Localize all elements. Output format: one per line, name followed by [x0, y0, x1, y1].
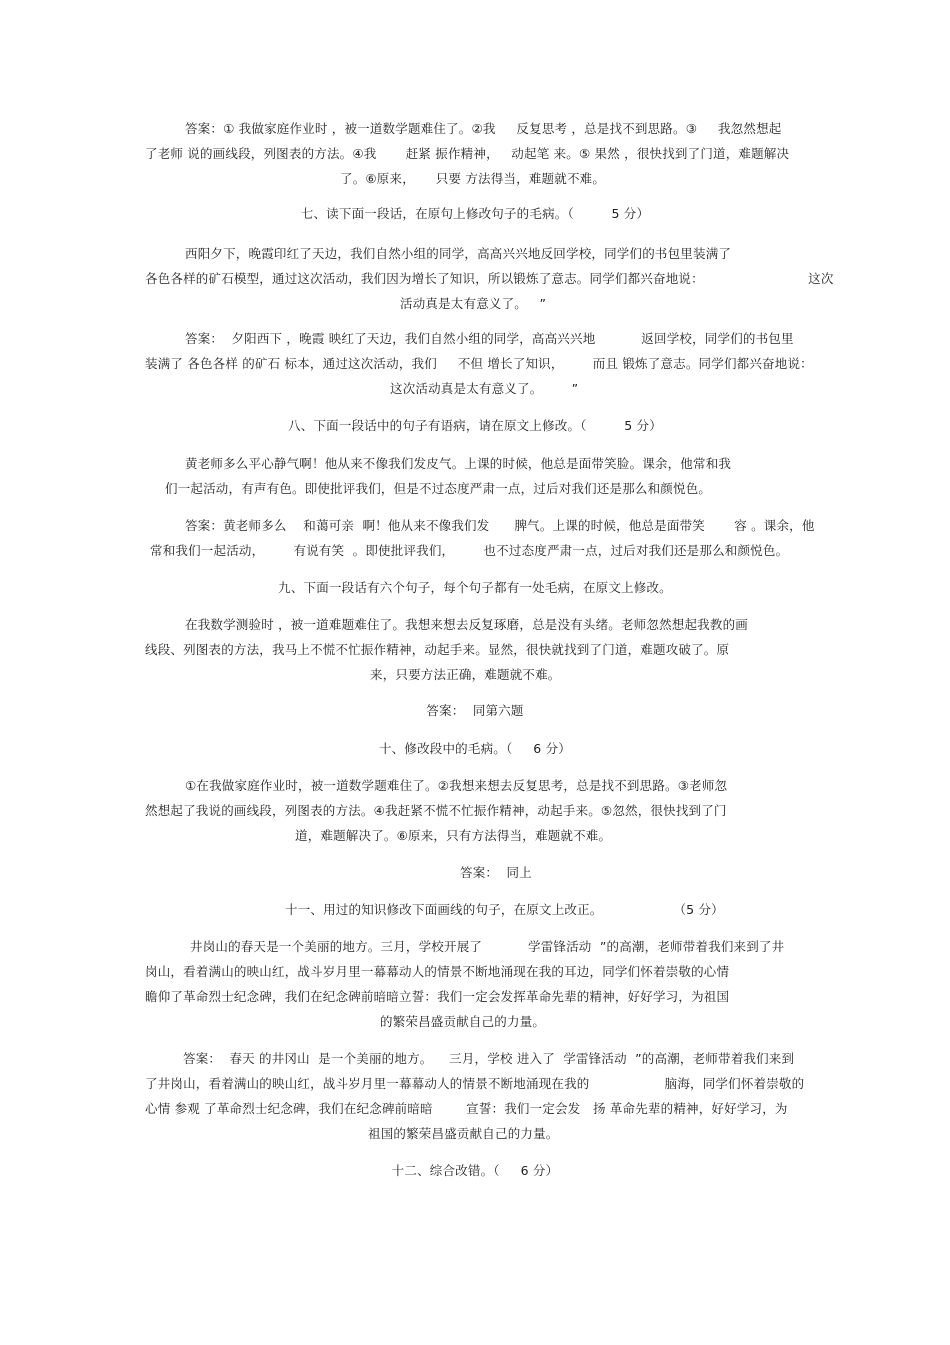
- answer-10: 答案： 同上: [460, 865, 532, 880]
- text-line: 西阳夕下，晚霞印红了天边，我们自然小组的同学，高高兴兴地反回学校，同学们的书包里装满了: [185, 246, 732, 261]
- text-line: 黄老师多么平心静气啊！他从来不像我们发皮气。上课的时候，他总是面带笑脸。课余，他常和我: [185, 456, 732, 471]
- text-line: 在我数学测验时 ，被一道难题难住了。我想来想去反复琢磨，总是没有头绪。老师忽然想起我教的画: [185, 617, 748, 632]
- text-line: 岗山，看着满山的映山红，战斗岁月里一幕幕动人的情景不断地涌现在我的耳边，同学们怀着崇敬的心情: [145, 964, 730, 979]
- text-line: 然想起了我说的画线段，列图表的方法。④我赶紧不慌不忙振作精神，动起手来。⑤忽然，很快找到了门: [145, 803, 727, 818]
- text-line: 心情 参观 了革命烈士纪念碑，我们在纪念碑前暗暗 宣誓：我们一定会发 扬 革命先辈的精神，好好学习，为: [145, 1101, 788, 1116]
- text-line: 活动真是太有意义了。 ”: [400, 296, 547, 311]
- text-line: 了井岗山，看着满山的映山红，战斗岁月里一幕幕动人的情景不断地涌现在我的 脑海，同学们怀着崇敬的: [145, 1076, 805, 1091]
- text-line: 了。⑥原来， 只要 方法得当，难题就不难。: [340, 171, 606, 186]
- text-line: 这次活动真是太有意义了。 ”: [390, 381, 579, 396]
- text-line: 了老师 说的画线段，列图表的方法。④我 赶紧 振作精神， 动起笔 来。⑤ 果然 ，很快找到了门道，难题解决: [145, 146, 790, 161]
- text-line: 线段、列图表的方法，我马上不慌不忙振作精神，动起手来。显然，很快就找到了门道，难题攻破了。原: [145, 642, 730, 657]
- text-line: 装满了 各色各样 的矿石 标本，通过这次活动，我们 不但 增长了知识， 而且 锻炼了意志。同学们都兴奋地说：: [145, 356, 813, 371]
- text-line: 答案：黄老师多么 和蔼可亲 啊！他从来不像我们发 脾气。上课的时候，他总是面带笑 容 。课余，他: [185, 518, 815, 533]
- text-line: 各色各样的矿石模型，通过这次活动，我们因为增长了知识，所以锻炼了意志。同学们都兴奋地说： 这次: [145, 271, 834, 286]
- text-line: 瞻仰了革命烈士纪念碑，我们在纪念碑前暗暗立誓：我们一定会发挥革命先辈的精神，好好学习，为祖国: [145, 989, 730, 1004]
- text-line: ①在我做家庭作业时，被一道数学题难住了。②我想来想去反复思考，总是找不到思路。③老师忽: [185, 778, 728, 793]
- question-heading-8: 八、下面一段话中的句子有语病，请在原文上修改。（ 5 分）: [288, 418, 662, 433]
- text-line: 答案： 春天 的井冈山 是一个美丽的地方。 三月，学校 进入了 学雷锋活动 ”的高潮，老师带着我们来到: [183, 1051, 795, 1066]
- question-heading-10: 十、修改段中的毛病。（ 6 分）: [378, 741, 572, 756]
- text-line: 祖国的繁荣昌盛贡献自己的力量。: [368, 1126, 559, 1141]
- text-line: 井岗山的春天是一个美丽的地方。三月，学校开展了 学雷锋活动 ”的高潮，老师带着我们来到了井: [190, 939, 785, 954]
- question-heading-9: 九、下面一段话有六个句子，每个句子都有一处毛病，在原文上修改。: [278, 580, 672, 595]
- text-line: 常和我们一起活动， 有说有笑 。即使批评我们， 也不过态度严肃一点，过后对我们还是那么和颜悦色。: [150, 543, 789, 558]
- question-heading-11: 十一、用过的知识修改下面画线的句子，在原文上改正。 （5 分）: [285, 902, 724, 917]
- text-line: 们一起活动，有声有色。即使批评我们，但是不过态度严肃一点，过后对我们还是那么和颜悦色。: [165, 481, 712, 496]
- text-line: 来，只要方法正确，难题就不难。: [370, 667, 561, 682]
- text-line: 答案：① 我做家庭作业时 ，被一道数学题难住了。②我 反复思考 ，总是找不到思路。③ 我忽然想起: [185, 121, 782, 136]
- question-heading-7: 七、读下面一段话，在原句上修改句子的毛病。（ 5 分）: [300, 206, 650, 221]
- answer-9: 答案： 同第六题: [426, 703, 524, 718]
- text-line: 答案： 夕阳西下 ，晚霞 映红了天边，我们自然小组的同学，高高兴兴地 返回学校，同学们的书包里: [185, 331, 794, 346]
- question-heading-12: 十二、综合改错。（ 6 分）: [391, 1163, 559, 1178]
- text-line: 道，难题解决了。⑥原来，只有方法得当，难题就不难。: [295, 828, 612, 843]
- text-line: 的繁荣昌盛贡献自己的力量。: [380, 1014, 546, 1029]
